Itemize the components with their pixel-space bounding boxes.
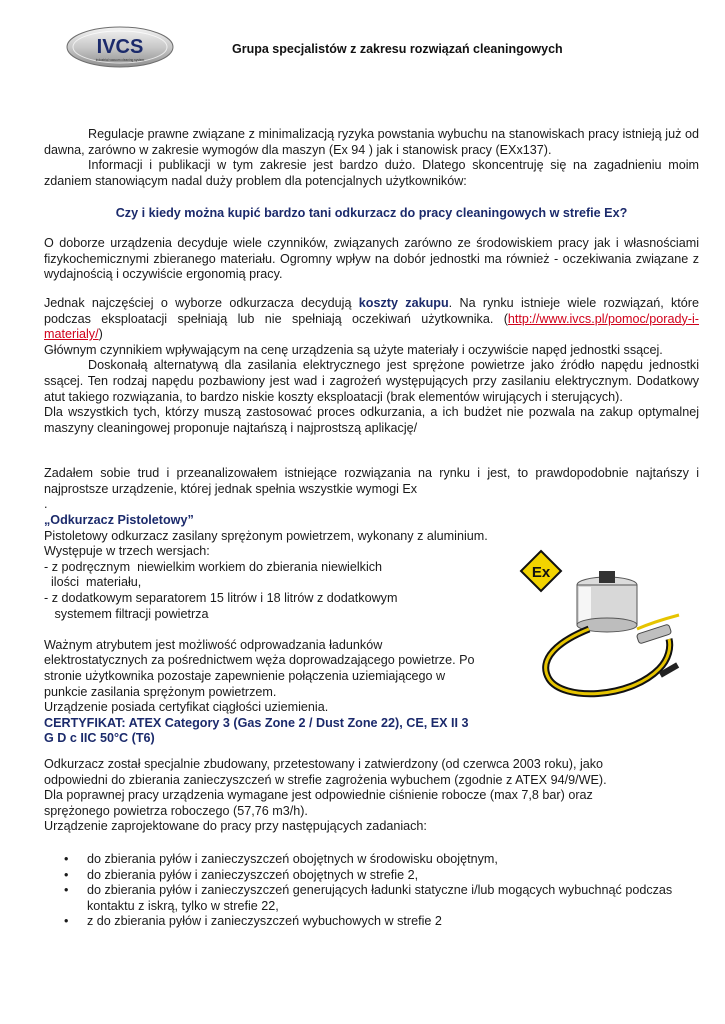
details-line-2: odpowiedni do zbierania zanieczyszczeń w strefie zagrożenia wybuchem (zgodnie z ATEX 94/9/WE).	[44, 772, 607, 787]
costs-section	[44, 296, 699, 436]
intro-paragraph-2: Informacji i publikacji w tym zakresie jest bardzo dużo. Dlatego skoncentruję się na zagadnieniu moim zdaniem stanowiącym nadal duży problem dla potencjalnych użytkowników:	[44, 158, 699, 188]
details-line-1: Odkurzacz został specjalnie zbudowany, przetestowany i zatwierdzony (od czerwca 2003 roku), jako	[44, 757, 604, 771]
product-line-8: elektrostatycznych za pośrednictwem węża doprowadzającego powietrze. Po	[44, 653, 475, 668]
question-heading: Czy i kiedy można kupić bardzo tani odkurzacz do pracy cleaningowych w strefie Ex?	[115, 206, 628, 220]
product-line-2: Występuje w trzech wersjach:	[44, 544, 210, 559]
logo-subtext: industrial vacuum cleaning system	[95, 58, 145, 62]
spacer	[44, 622, 514, 638]
costs-text-after: . Na rynku istnieje wiele rozwiązań, które podczas eksploatacji spełniają lub nie spełniają oczekiwań użytkownika. (	[44, 296, 700, 326]
intro-paragraph-1: Regulacje prawne związane z minimalizacją ryzyka powstania wybuchu na stanowiskach pracy istnieją już od dawna, zarówno w zakresie wymogów dla maszyn (Ex 94 ) jak i stanowisk pracy (EXx137).	[44, 127, 699, 157]
costs-bold: koszty zakupu	[358, 296, 449, 310]
list-item: • z do zbierania pyłów i zanieczyszczeń wybuchowych w strefie 2	[44, 914, 674, 930]
page-header-title: Grupa specjalistów z zakresu rozwiązań cleaningowych	[232, 42, 563, 56]
product-line-5: - z dodatkowym separatorem 15 litrów i 18 litrów z dodatkowym	[44, 590, 398, 605]
costs-paragraph	[44, 296, 699, 343]
list-item: • do zbierania pyłów i zanieczyszczeń obojętnych w środowisku obojętnym,	[44, 852, 674, 868]
tasks-list	[44, 852, 674, 930]
details-section	[44, 757, 699, 835]
costs-text-before: Jednak najczęściej o wyborze odkurzacza decydują	[44, 296, 359, 310]
costs-close: )	[98, 327, 103, 342]
product-section	[44, 513, 514, 747]
details-line-5: Urządzenie zaprojektowane do pracy przy następujących zadaniach:	[44, 819, 427, 834]
porady-link[interactable]: http://www.ivcs.pl/pomoc/porady-i-materialy/	[44, 311, 699, 342]
details-line-4: sprężonego powietrza roboczego (57,76 m3/h).	[44, 803, 308, 818]
list-item: • do zbierania pyłów i zanieczyszczeń generujących ładunki statyczne i/lub mogących wybuchnąć podczas kontaktu z iskrą, tylko w strefie 22,	[44, 883, 674, 914]
product-line-6: systemem filtracji powietrza	[44, 606, 209, 621]
product-line-11: Urządzenie posiada certyfikat ciągłości uziemienia.	[44, 700, 329, 715]
product-line-4: ilości materiału,	[44, 575, 142, 590]
product-line-9: stronie użytkownika pozostaje zapewnienie połączenia uziemiającego w	[44, 668, 446, 683]
analysis-dot: .	[44, 497, 48, 512]
logo-text: IVCS	[96, 36, 144, 58]
certificate-line-1: CERTYFIKAT: ATEX Category 3 (Gas Zone 2 / Dust Zone 22), CE, EX II 3	[44, 715, 469, 730]
costs-line-3: Doskonałą alternatywą dla zasilania elektrycznego jest sprężone powietrze jako źródło napędu jednostki ssącej. Ten rodzaj napędu pozbawiony jest wad i zagrożeń występujących przy zasilaniu elektrycznym. Dodatkowy atut takiego rozwiązania, to bardzo niskie koszty eksploatacji (brak elementów wirujących i sterujących).	[44, 358, 699, 404]
factors-paragraph: O doborze urządzenia decyduje wiele czynników, związanych zarówno ze środowiskiem pracy jak i własnościami fizykochemicznymi zbieranego materiału. Ogromny wpływ na dobór jednostki ma również - oczekiwania związane z wydajnością i oczywiście ergonomią pracy.	[44, 236, 699, 282]
product-line-1: Pistoletowy odkurzacz zasilany sprężonym powietrzem, wykonany z aluminium.	[44, 528, 488, 543]
certificate-line-2: G D c IIC 50°C (T6)	[44, 731, 155, 746]
list-item: • do zbierania pyłów i zanieczyszczeń obojętnych w strefie 2,	[44, 868, 674, 884]
ivcs-logo	[66, 26, 174, 68]
ex-badge-label: Ex	[531, 564, 551, 581]
analysis-paragraph	[44, 466, 699, 513]
tasks-list-container	[44, 852, 674, 930]
vacuum-product-image	[519, 549, 687, 705]
costs-line-2: Głównym czynnikiem wpływającym na cenę urządzenia są użyte materiały i oczywiście napęd jednostki ssącej.	[44, 342, 663, 357]
analysis-text: Zadałem sobie trud i przeanalizowałem istniejące rozwiązania na rynku i jest, to prawdopodobnie najtańszy i najprostsze urządzenie, której jednak spełnia wszystkie wymogi Ex	[44, 466, 699, 496]
product-line-3: - z podręcznym niewielkim workiem do zbierania niewielkich	[44, 559, 383, 574]
details-line-3: Dla poprawnej pracy urządzenia wymagane jest odpowiednie ciśnienie robocze (max 7,8 bar) oraz	[44, 788, 593, 803]
product-line-7: Ważnym atrybutem jest możliwość odprowadzania ładunków	[44, 637, 383, 652]
intro-section	[44, 127, 699, 189]
product-name: „Odkurzacz Pistoletowy”	[44, 513, 194, 527]
costs-line-4: Dla wszystkich tych, którzy muszą zastosować proces odkurzania, a ich budżet nie pozwala na zakup optymalnej maszyny cleaningowej proponuje najtańszą i najprostszą aplikację/	[44, 405, 699, 435]
product-line-10: punkcie zasilania sprężonym powietrzem.	[44, 684, 277, 699]
